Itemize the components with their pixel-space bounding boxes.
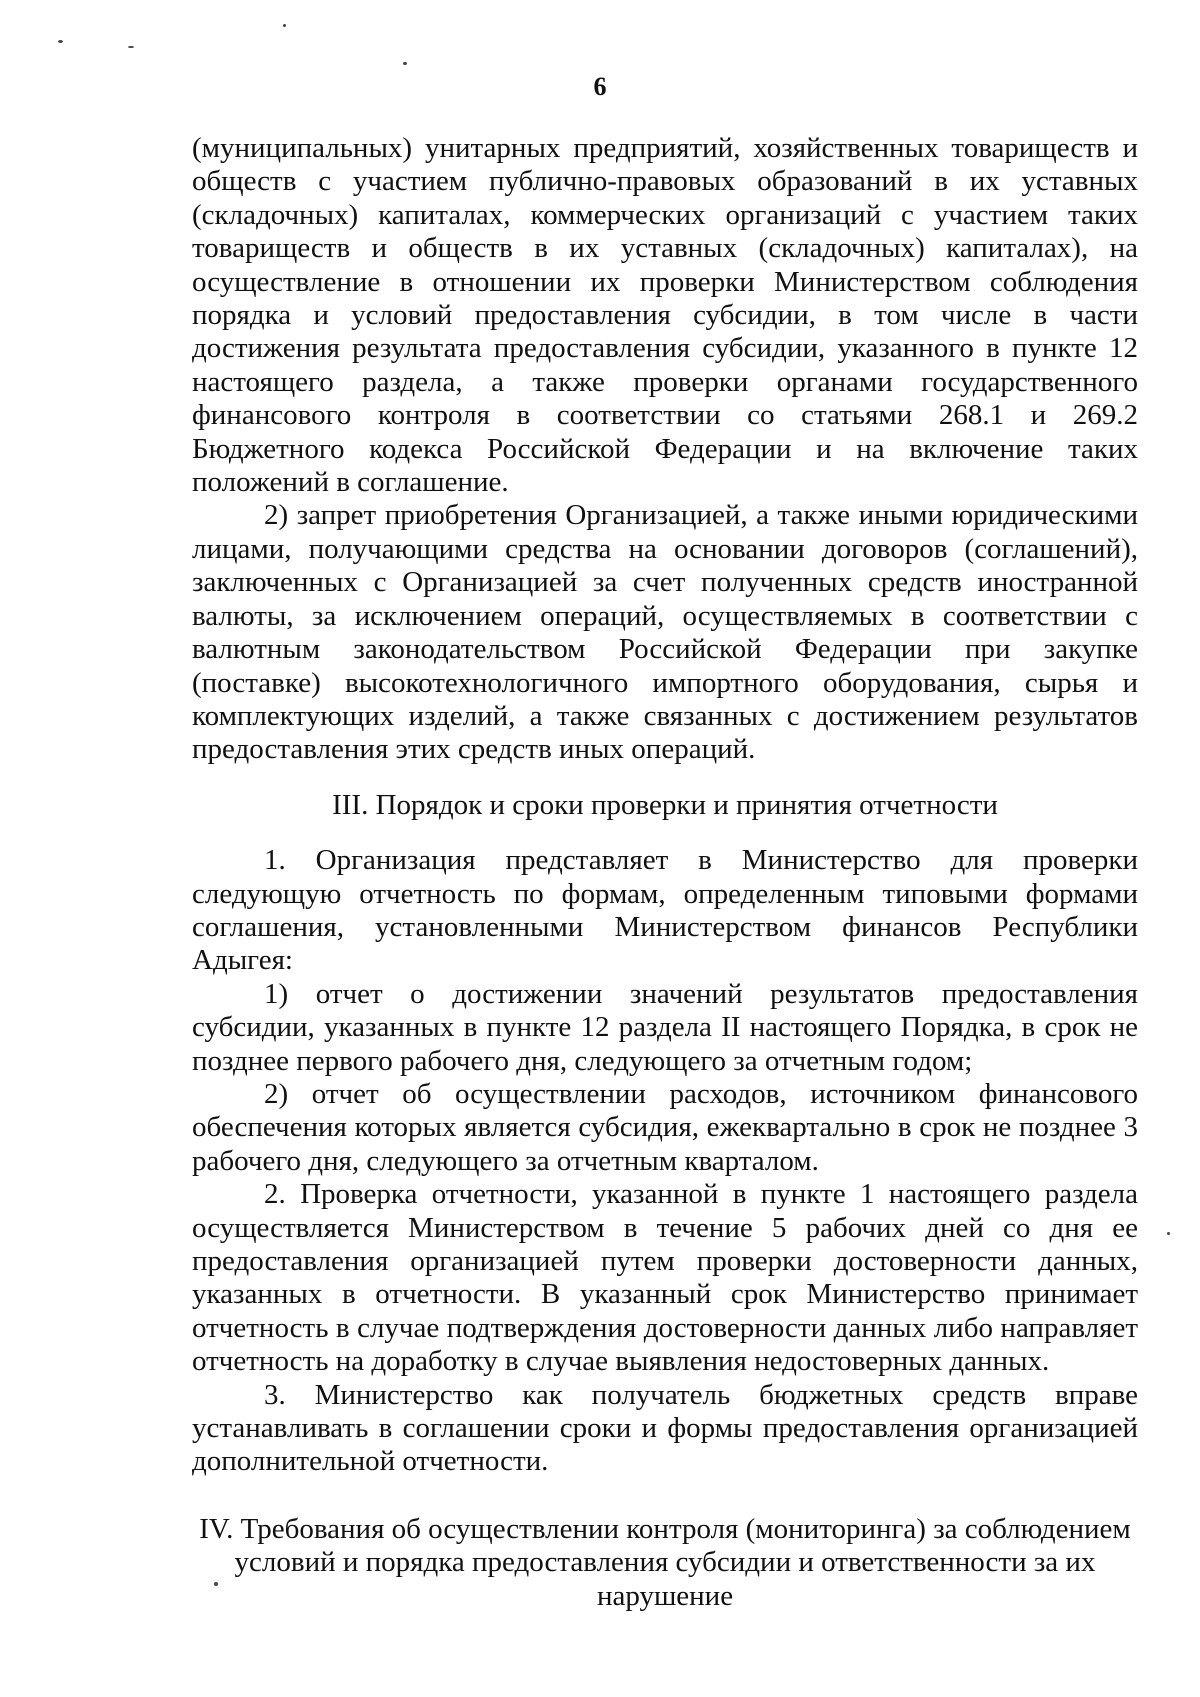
page-number: 6 [593,72,607,101]
paragraph-point-3: 3. Министерство как получатель бюджетных средств вправе устанавливать в соглашении сроки и формы предоставления организацией дополнительной отчетности. [192,1378,1138,1478]
scan-speck [403,62,407,65]
paragraph-continuation: (муниципальных) унитарных предприятий, хозяйственных товариществ и обществ с участием публично-правовых образований в их уставных (складочных) капиталах, коммерческих организаций с участием таких товариществ и обществ в их уставных (складочных) капиталах), на осуществление в отношении их проверки Министерством соблюдения порядка и условий предоставления субсидии, в том числе в части достижения результата предоставления субсидии, указанного в пункте 12 настоящего раздела, а также проверки органами государственного финансового контроля в соответствии со статьями 268.1 и 269.2 Бюджетного кодекса Российской Федерации и на включение таких положений в соглашение. [192,132,1138,499]
paragraph-subpoint-1: 1) отчет о достижении значений результатов предоставления субсидии, указанных в пункте 12 раздела II настоящего Порядка, в срок не позднее первого рабочего дня, следующего за отчетным годом; [192,977,1138,1077]
scan-speck [283,24,286,27]
section-heading-iv [192,1513,1138,1613]
scan-speck [1167,1232,1170,1235]
document-body [192,132,1138,1613]
scan-speck [58,40,63,43]
paragraph-point-2: 2. Проверка отчетности, указанной в пункте 1 настоящего раздела осуществляется Министерством в течение 5 рабочих дней со дня ее предоставления организацией путем проверки достоверности данных, указанных в отчетности. В указанный срок Министерство принимает отчетность в случае подтверждения достоверности данных либо направляет отчетность на доработку в случае выявления недостоверных данных. [192,1178,1138,1378]
section-heading-iv-line: нарушение [596,1579,734,1612]
section-heading-iv-line: IV. Требования об осуществлении контроля (мониторинга) за соблюдением [199,1512,1131,1545]
scan-speck [214,1582,218,1586]
section-heading-iv-line: условий и порядка предоставления субсидии и ответственности за их [234,1546,1096,1579]
section-heading-iii: III. Порядок и сроки проверки и принятия отчетности [332,788,998,821]
paragraph-subpoint-2: 2) отчет об осуществлении расходов, источником финансового обеспечения которых является субсидия, ежеквартально в срок не позднее 3 рабочего дня, следующего за отчетным кварталом. [192,1077,1138,1177]
paragraph-point-1: 1. Организация представляет в Министерство для проверки следующую отчетность по формам, определенным типовыми формами соглашения, установленными Министерством финансов Республики Адыгея: [192,844,1138,977]
paragraph-item-2: 2) запрет приобретения Организацией, а также иными юридическими лицами, получающими средства на основании договоров (соглашений), заключенных с Организацией за счет полученных средств иностранной валюты, за исключением операций, осуществляемых в соответствии с валютным законодательством Российской Федерации при закупке (поставке) высокотехнологичного импортного оборудования, сырья и комплектующих изделий, а также связанных с достижением результатов предоставления этих средств иных операций. [192,499,1138,766]
scan-speck [128,46,134,48]
